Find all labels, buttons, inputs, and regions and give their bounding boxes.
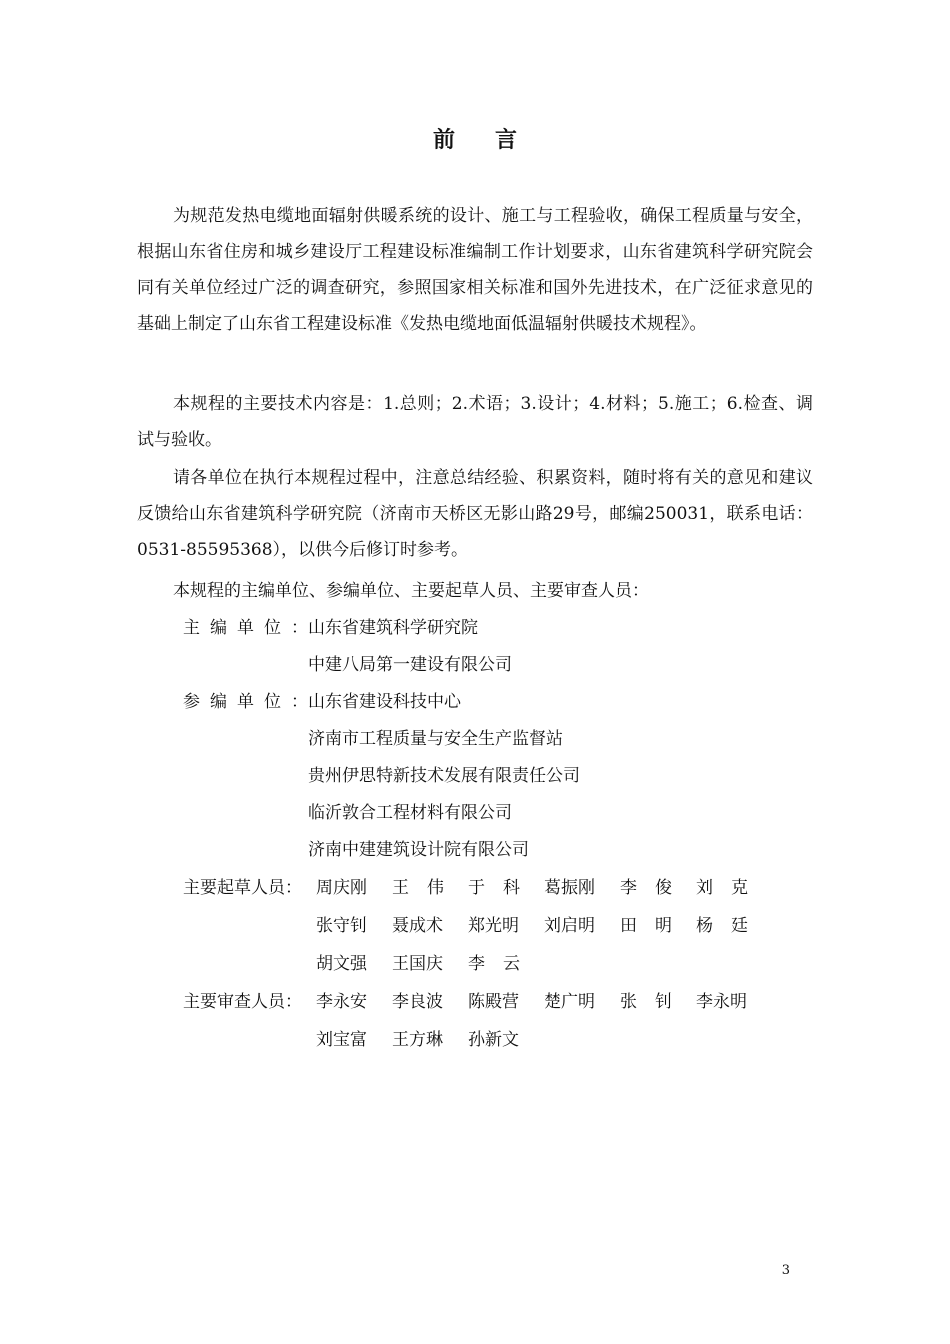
person-name: 王方琳 — [392, 1030, 443, 1050]
reviewers-names — [316, 1022, 544, 1058]
page-title: 前言 — [432, 127, 557, 153]
person-name: 陈殿营 — [468, 992, 519, 1012]
participating-unit: 济南中建建筑设计院有限公司 — [308, 840, 529, 860]
person-name: 楚广明 — [544, 992, 595, 1012]
person-name: 李 云 — [468, 954, 520, 974]
paragraph-units-intro: 本规程的主编单位、参编单位、主要起草人员、主要审查人员： — [173, 581, 649, 601]
person-name: 李 俊 — [620, 878, 672, 898]
person-name: 王 伟 — [392, 878, 444, 898]
reviewers-names — [316, 984, 772, 1020]
person-name: 孙新文 — [468, 1030, 519, 1050]
person-name: 郑光明 — [468, 916, 519, 936]
participating-unit: 济南市工程质量与安全生产监督站 — [308, 729, 563, 749]
person-name: 杨 廷 — [696, 916, 748, 936]
participating-unit: 贵州伊思特新技术发展有限责任公司 — [308, 766, 580, 786]
drafters-label: 主要起草人员： — [183, 878, 302, 898]
chief-editor-unit: 山东省建筑科学研究院 — [308, 618, 478, 638]
person-name: 周庆刚 — [316, 878, 367, 898]
participating-unit: 山东省建设科技中心 — [308, 692, 461, 712]
drafters-names — [316, 908, 772, 944]
drafters-names — [316, 946, 544, 982]
chief-editor-unit: 中建八局第一建设有限公司 — [308, 655, 512, 675]
person-name: 张 钊 — [620, 992, 672, 1012]
reviewers-label: 主要审查人员： — [183, 992, 302, 1012]
chief-editor-label: 主编单位： — [183, 618, 318, 638]
person-name: 刘 克 — [696, 878, 748, 898]
drafters-names — [316, 870, 772, 906]
paragraph-purpose: 为规范发热电缆地面辐射供暖系统的设计、施工与工程验收，确保工程质量与安全，根据山东省住房和城乡建设厅工程建设标准编制工作计划要求，山东省建筑科学研究院会同有关单位经过广泛的调查研究，参照国家相关标准和国外先进技术，在广泛征求意见的基础上制定了山东省工程建设标准《发热电缆地面低温辐射供暖技术规程》。 — [137, 206, 813, 334]
person-name: 刘宝富 — [316, 1030, 367, 1050]
page-number: 3 — [781, 1263, 790, 1278]
paragraph-feedback: 请各单位在执行本规程过程中，注意总结经验、积累资料，随时将有关的意见和建议反馈给山东省建筑科学研究院（济南市天桥区无影山路29号，邮编250031，联系电话：0531-85595368），以供今后修订时参考。 — [137, 468, 813, 560]
person-name: 李永安 — [316, 992, 367, 1012]
person-name: 葛振刚 — [544, 878, 595, 898]
participating-label: 参编单位： — [183, 692, 318, 712]
person-name: 李良波 — [392, 992, 443, 1012]
paragraph-contents: 本规程的主要技术内容是：1.总则；2.术语；3.设计；4.材料；5.施工；6.检查、调试与验收。 — [137, 394, 813, 450]
person-name: 聂成术 — [392, 916, 443, 936]
person-name: 刘启明 — [544, 916, 595, 936]
person-name: 李永明 — [696, 992, 747, 1012]
participating-unit: 临沂敦合工程材料有限公司 — [308, 803, 512, 823]
person-name: 田 明 — [620, 916, 672, 936]
person-name: 胡文强 — [316, 954, 367, 974]
person-name: 张守钊 — [316, 916, 367, 936]
person-name: 王国庆 — [392, 954, 443, 974]
person-name: 于 科 — [468, 878, 520, 898]
